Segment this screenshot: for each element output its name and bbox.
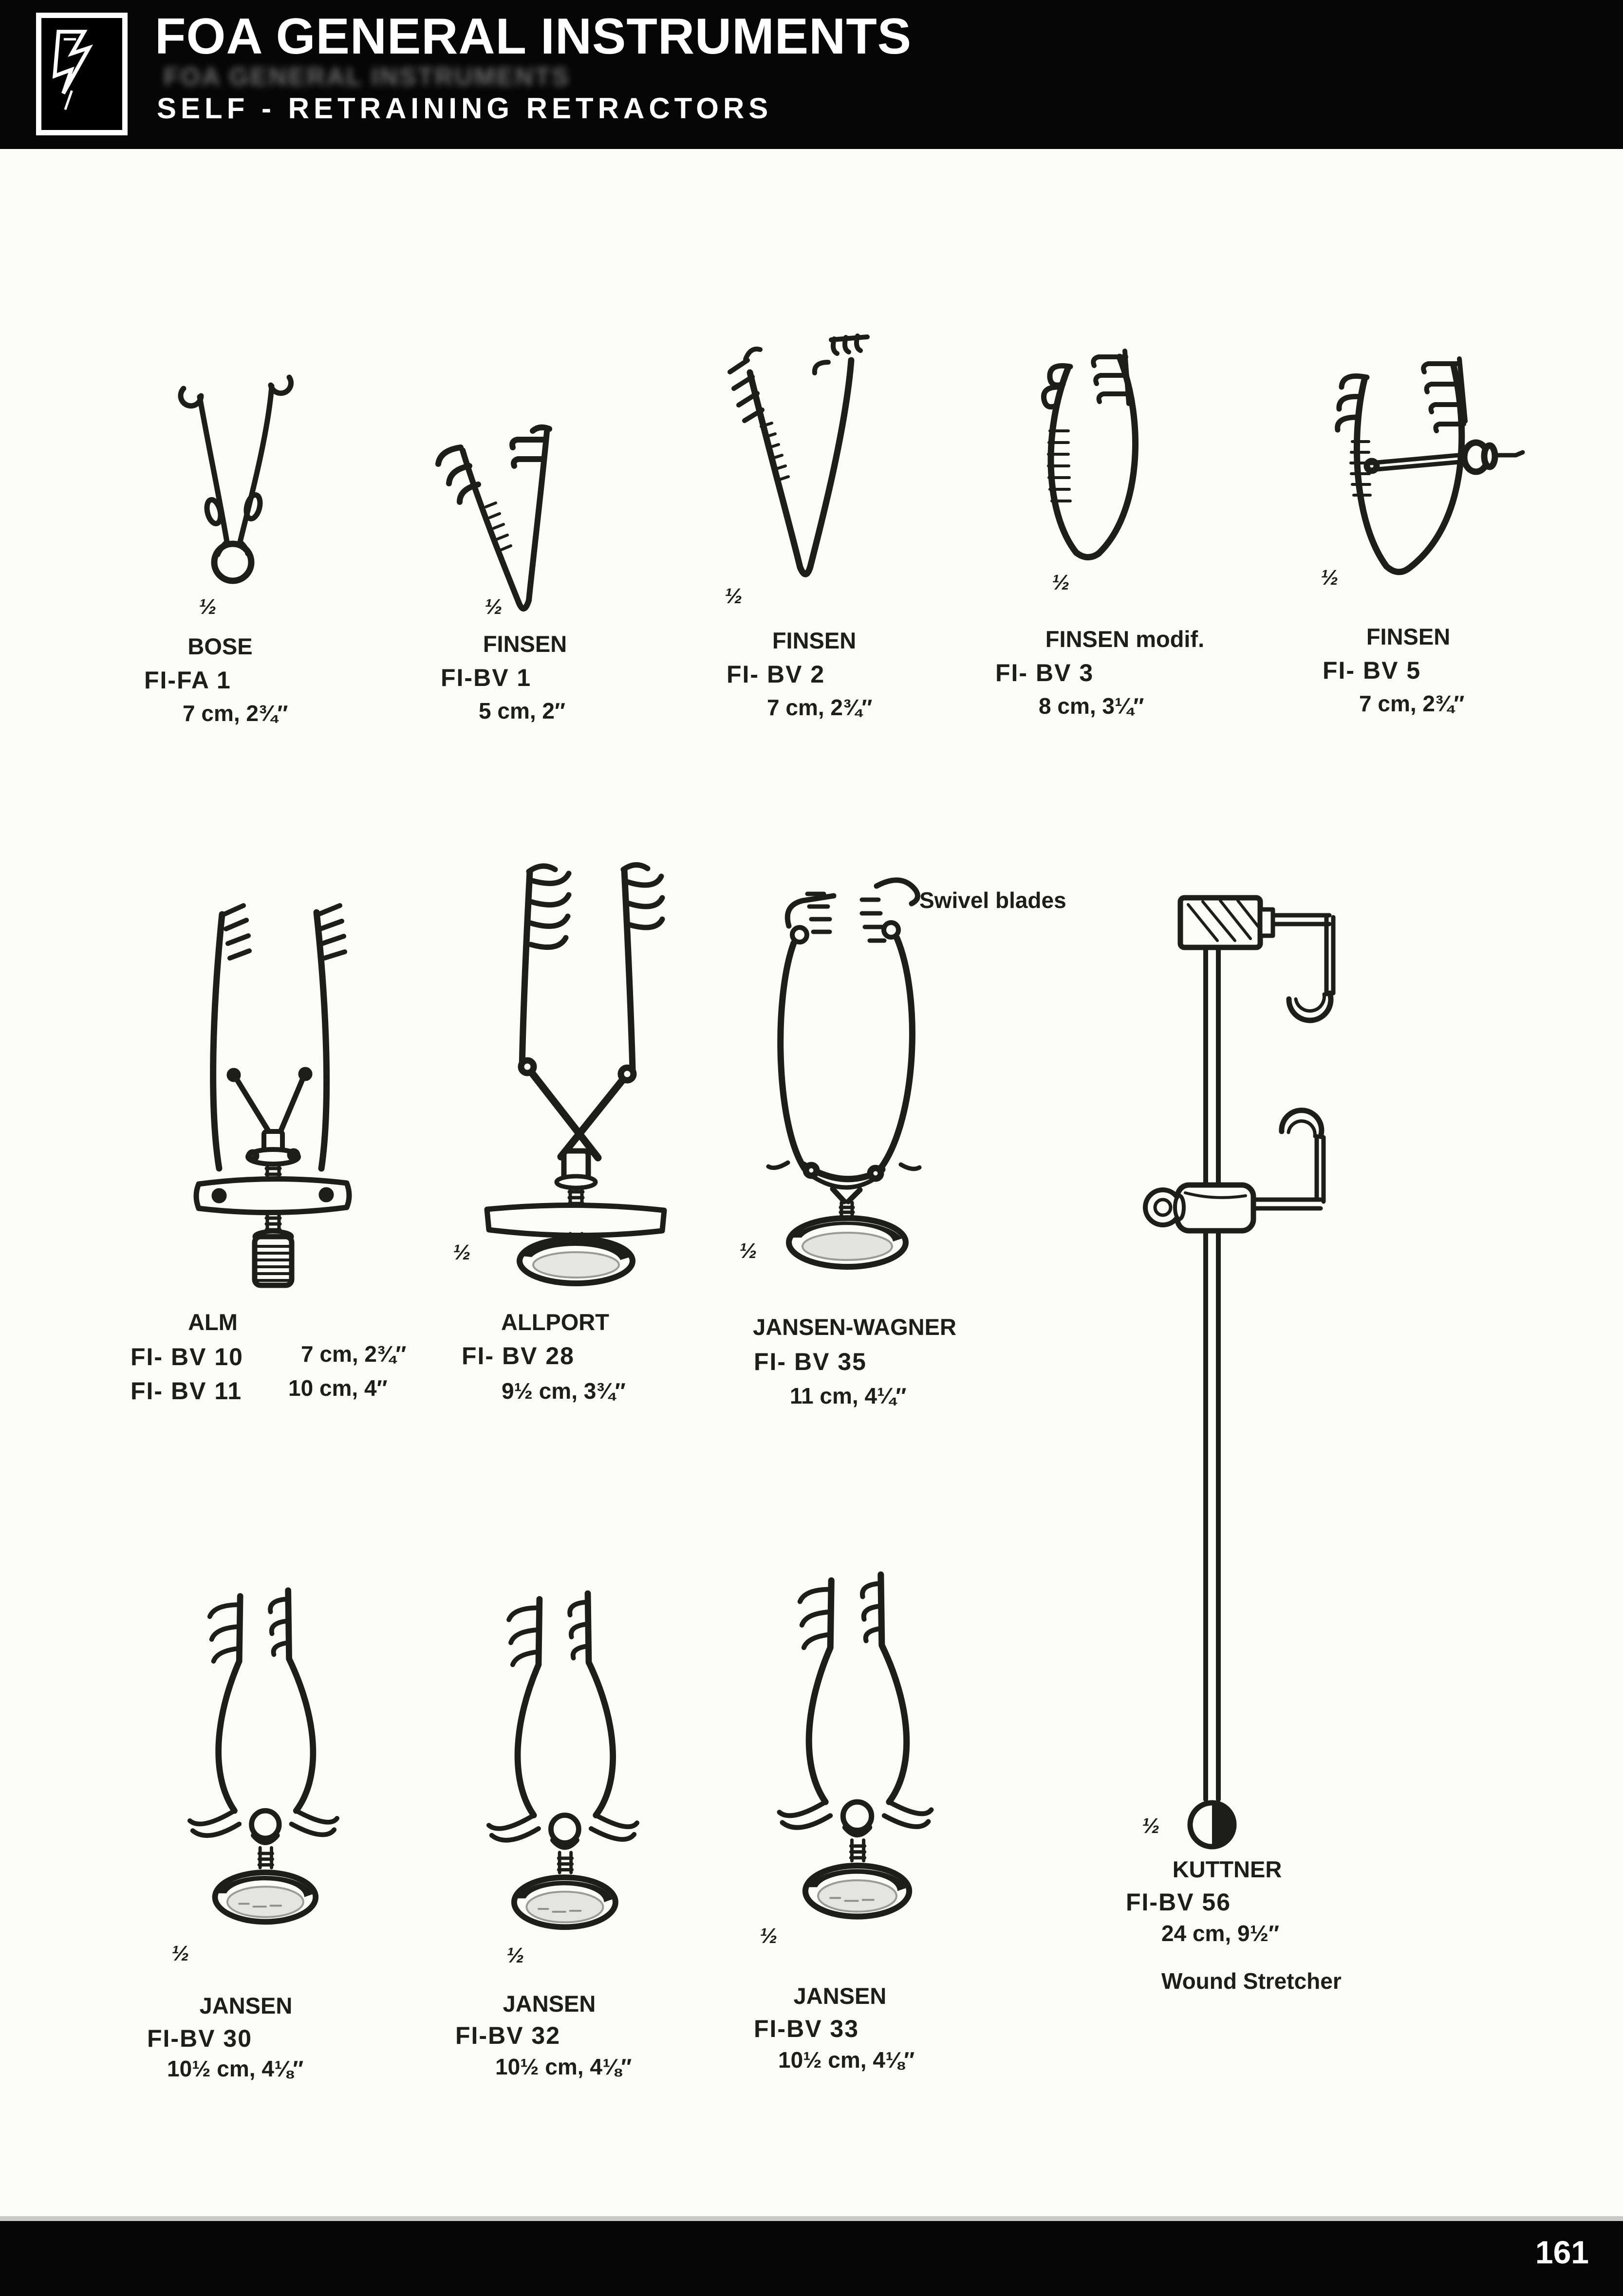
product-name-alm: ALM	[188, 1309, 238, 1335]
finsen-retractor-bv5-figure	[1298, 314, 1527, 589]
page-number: 161	[1535, 2234, 1589, 2270]
product-size-jansen-bv32: 10½ cm, 4⅛″	[495, 2054, 632, 2079]
product-code-jansen-bv33: FI-BV 33	[754, 2015, 859, 2042]
product-code-finsen-bv2: FI- BV 2	[727, 661, 825, 688]
product-code-finsen-bv3: FI- BV 3	[995, 659, 1094, 686]
product-name-bose: BOSE	[187, 633, 253, 659]
product-code-jansen-wagner: FI- BV 35	[754, 1348, 867, 1375]
product-code-alm-bv11: FI- BV 11	[131, 1377, 243, 1405]
product-size-finsen-bv1: 5 cm, 2″	[479, 698, 566, 723]
scale-mark-finsen-bv5: ½	[1321, 566, 1339, 590]
product-size-finsen-bv3: 8 cm, 3¼″	[1039, 693, 1144, 719]
scale-mark-bose: ½	[199, 595, 217, 619]
product-size-kuttner: 24 cm, 9½″	[1161, 1921, 1279, 1946]
swivel-blades-annotation: Swivel blades	[919, 888, 1066, 913]
scale-mark-finsen-bv2: ½	[725, 584, 743, 608]
product-name-jansen-bv33: JANSEN	[793, 1983, 887, 2009]
product-size-jansen-bv30: 10½ cm, 4⅛″	[167, 2056, 304, 2081]
product-name-jansen-wagner: JANSEN-WAGNER	[753, 1314, 956, 1340]
scan-ghost-title: FOA GENERAL INSTRUMENTS	[164, 63, 570, 91]
scale-mark-jansen-wagner: ½	[739, 1239, 757, 1263]
product-code-bose: FI-FA 1	[144, 667, 231, 694]
jansen-wagner-retractor-figure	[730, 853, 964, 1272]
kuttner-wound-stretcher-figure	[1135, 890, 1344, 1852]
footer-divider	[0, 2216, 1623, 2221]
product-size-finsen-bv2: 7 cm, 2¾″	[767, 695, 873, 720]
product-name-jansen-bv30: JANSEN	[199, 1993, 293, 2018]
product-size-alm-bv10: 7 cm, 2¾″	[301, 1341, 407, 1367]
fs-lightning-logo-icon	[41, 18, 122, 130]
jansen-retractor-bv33-figure	[754, 1547, 956, 1949]
allport-retractor-figure	[453, 841, 691, 1289]
scale-mark-allport: ½	[453, 1241, 471, 1264]
finsen-modif-retractor-bv3-figure	[1013, 309, 1169, 574]
scale-mark-finsen-bv1: ½	[485, 595, 503, 619]
product-size-bose: 7 cm, 2¾″	[183, 701, 288, 726]
product-name-kuttner: KUTTNER	[1172, 1856, 1282, 1882]
company-logo	[36, 13, 128, 135]
finsen-retractor-bv2-figure	[704, 312, 889, 604]
product-code-allport: FI- BV 28	[462, 1342, 575, 1370]
product-name-finsen-bv5: FINSEN	[1366, 624, 1451, 649]
scale-mark-jansen-bv33: ½	[760, 1924, 778, 1948]
product-size-jansen-bv33: 10½ cm, 4⅛″	[778, 2047, 915, 2073]
product-code-jansen-bv32: FI-BV 32	[455, 2022, 561, 2049]
jansen-retractor-bv30-figure	[168, 1564, 358, 1953]
product-name-finsen-bv1: FINSEN	[483, 631, 567, 657]
scale-mark-jansen-bv32: ½	[506, 1944, 524, 1967]
product-name-finsen-bv2: FINSEN	[772, 628, 857, 653]
page-subtitle: SELF - RETRAINING RETRACTORS	[157, 92, 773, 125]
product-size-finsen-bv5: 7 cm, 2¾″	[1359, 691, 1465, 716]
product-note-kuttner: Wound Stretcher	[1161, 1968, 1342, 1994]
scale-mark-finsen-bv3: ½	[1052, 571, 1070, 594]
header-bar	[0, 0, 1623, 149]
product-code-kuttner: FI-BV 56	[1126, 1889, 1231, 1916]
product-name-jansen-bv32: JANSEN	[503, 1991, 596, 2017]
scale-mark-kuttner: ½	[1142, 1814, 1160, 1838]
product-size-alm-bv11: 10 cm, 4″	[288, 1375, 388, 1401]
product-name-finsen-bv3: FINSEN modif.	[1045, 626, 1205, 652]
product-code-finsen-bv5: FI- BV 5	[1323, 657, 1421, 684]
alm-retractor-figure	[156, 866, 385, 1296]
scale-mark-jansen-bv30: ½	[171, 1942, 189, 1965]
bose-retractor-figure	[170, 358, 307, 587]
product-size-allport: 9½ cm, 3¾″	[502, 1378, 626, 1404]
page-title: FOA GENERAL INSTRUMENTS	[155, 8, 912, 65]
jansen-retractor-bv32-figure	[465, 1567, 660, 1959]
product-size-jansen-wagner: 11 cm, 4¼″	[790, 1383, 907, 1408]
product-name-allport: ALLPORT	[501, 1309, 609, 1335]
product-code-alm-bv10: FI- BV 10	[131, 1343, 243, 1370]
product-code-jansen-bv30: FI-BV 30	[147, 2025, 253, 2052]
footer-bar	[0, 2221, 1623, 2296]
product-code-finsen-bv1: FI-BV 1	[441, 664, 532, 691]
